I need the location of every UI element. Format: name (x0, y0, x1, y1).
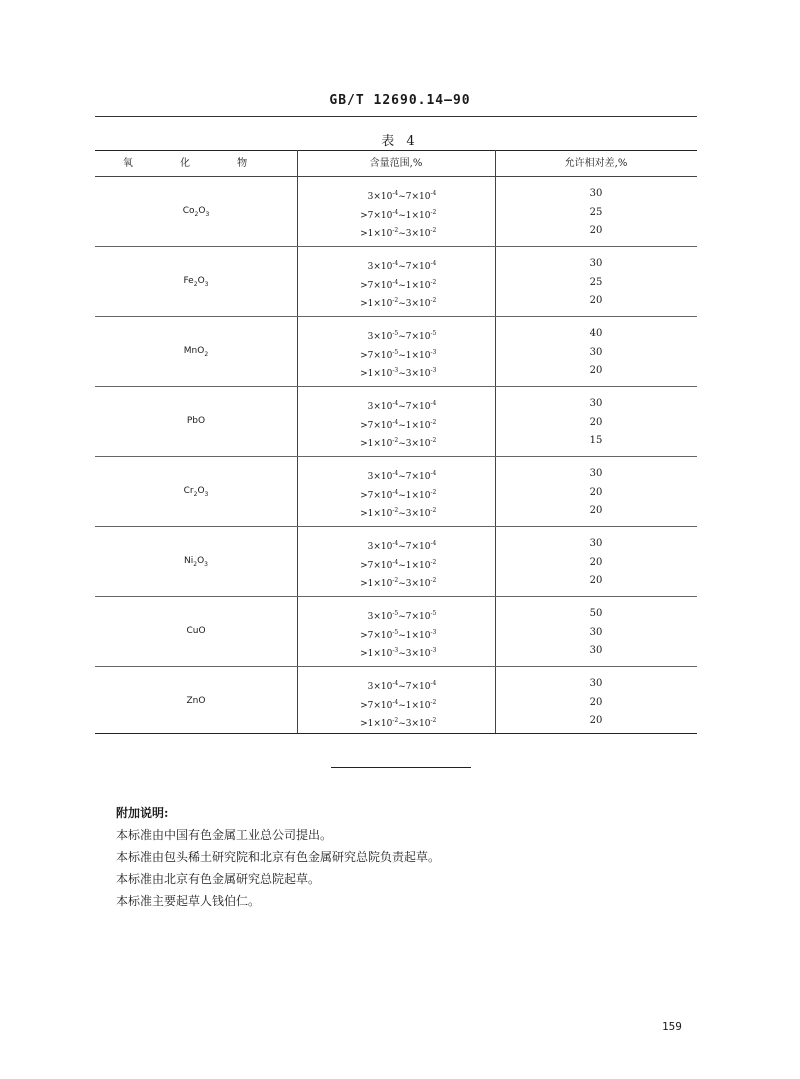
oxide-name: MnO$_2$ (183, 346, 209, 358)
range-cell (297, 414, 495, 431)
range-eb: -4 (430, 470, 437, 477)
tolerance-cell: 20 (589, 557, 603, 568)
range-ea: -4 (392, 209, 399, 216)
range-a: 1 (367, 579, 374, 589)
oxide-group (95, 387, 697, 457)
range-cell (297, 274, 495, 291)
range-separator: ~ (398, 369, 406, 379)
range-cell (297, 642, 495, 659)
times-ten: ×10 (411, 701, 431, 711)
range-separator: ~ (398, 719, 406, 729)
tolerance-cell: 30 (589, 468, 603, 479)
times-ten: ×10 (373, 229, 393, 239)
additional-notes (116, 802, 440, 912)
range-eb: -2 (430, 437, 437, 444)
range-b: 1 (405, 421, 412, 431)
times-ten: ×10 (411, 402, 431, 412)
times-ten: ×10 (373, 509, 393, 519)
column-header-tolerance: 允许相对差,% (564, 158, 628, 169)
range-b: 3 (405, 439, 412, 449)
times-ten: ×10 (373, 299, 393, 309)
range-eb: -2 (430, 699, 437, 706)
tolerance-cell: 20 (589, 715, 603, 726)
times-ten: ×10 (411, 612, 431, 622)
range-a: 3 (367, 192, 374, 202)
range-cell (297, 432, 495, 449)
column-header-range: 含量范围,% (369, 158, 423, 169)
range-eb: -2 (430, 279, 437, 286)
range-ea: -2 (392, 437, 399, 444)
range-eb: -3 (430, 647, 437, 654)
range-cell (297, 465, 495, 482)
times-ten: ×10 (373, 491, 393, 501)
range-eb: -2 (430, 577, 437, 584)
range-ea: -2 (392, 227, 399, 234)
tolerance-cell: 25 (589, 277, 603, 288)
range-a: 3 (367, 682, 374, 692)
range-a: 7 (367, 281, 374, 291)
range-prefix: > (360, 701, 368, 711)
range-b: 1 (405, 701, 412, 711)
oxide-group (95, 457, 697, 527)
range-cell (297, 535, 495, 552)
range-separator: ~ (398, 351, 406, 361)
times-ten: ×10 (373, 561, 393, 571)
range-ea: -2 (392, 717, 399, 724)
range-eb: -4 (430, 540, 437, 547)
times-ten: ×10 (373, 631, 393, 641)
range-a: 1 (367, 369, 374, 379)
range-separator: ~ (398, 612, 406, 622)
range-prefix: > (360, 369, 368, 379)
range-separator: ~ (398, 299, 406, 309)
times-ten: ×10 (373, 701, 393, 711)
oxide-group (95, 527, 697, 597)
range-separator: ~ (398, 561, 406, 571)
times-ten: ×10 (373, 472, 393, 482)
range-a: 1 (367, 299, 374, 309)
range-cell (297, 362, 495, 379)
range-eb: -3 (430, 367, 437, 374)
range-ea: -5 (392, 349, 399, 356)
range-cell (297, 484, 495, 501)
times-ten: ×10 (373, 332, 393, 342)
tolerance-cell: 20 (589, 487, 603, 498)
range-ea: -2 (392, 297, 399, 304)
range-cell (297, 712, 495, 729)
range-a: 1 (367, 229, 374, 239)
range-eb: -2 (430, 297, 437, 304)
times-ten: ×10 (373, 542, 393, 552)
range-a: 7 (367, 421, 374, 431)
range-b: 1 (405, 351, 412, 361)
tolerance-cell: 30 (589, 627, 603, 638)
range-separator: ~ (398, 192, 406, 202)
range-eb: -4 (430, 260, 437, 267)
times-ten: ×10 (411, 472, 431, 482)
times-ten: ×10 (373, 402, 393, 412)
range-ea: -5 (392, 629, 399, 636)
range-eb: -4 (430, 190, 437, 197)
range-a: 7 (367, 211, 374, 221)
range-b: 1 (405, 211, 412, 221)
range-eb: -3 (430, 349, 437, 356)
range-eb: -3 (430, 629, 437, 636)
times-ten: ×10 (411, 579, 431, 589)
range-a: 7 (367, 351, 374, 361)
range-cell (297, 185, 495, 202)
range-cell (297, 605, 495, 622)
tolerance-cell: 30 (589, 188, 603, 199)
range-b: 1 (405, 561, 412, 571)
range-b: 7 (405, 472, 412, 482)
range-eb: -4 (430, 400, 437, 407)
range-b: 1 (405, 281, 412, 291)
oxide-name: $Co_2O_3$ (182, 206, 210, 218)
tolerance-cell: 20 (589, 365, 603, 376)
times-ten: ×10 (411, 211, 431, 221)
range-ea: -4 (392, 699, 399, 706)
tolerance-cell: 20 (589, 697, 603, 708)
range-b: 1 (405, 631, 412, 641)
range-cell (297, 325, 495, 342)
page-number: 159 (662, 1020, 682, 1033)
range-a: 7 (367, 561, 374, 571)
range-cell (297, 554, 495, 571)
range-ea: -2 (392, 507, 399, 514)
tolerance-cell: 30 (589, 398, 603, 409)
range-prefix: > (360, 561, 368, 571)
notes-line: 本标准主要起草人钱伯仁。 (116, 894, 261, 908)
range-separator: ~ (398, 491, 406, 501)
range-separator: ~ (398, 281, 406, 291)
tolerance-cell: 30 (589, 678, 603, 689)
times-ten: ×10 (373, 211, 393, 221)
range-prefix: > (360, 719, 368, 729)
range-b: 1 (405, 491, 412, 501)
times-ten: ×10 (411, 561, 431, 571)
range-cell (297, 675, 495, 692)
table-title: 表 4 (381, 134, 419, 149)
tolerance-cell: 20 (589, 295, 603, 306)
range-cell (297, 255, 495, 272)
range-a: 3 (367, 472, 374, 482)
range-a: 1 (367, 719, 374, 729)
end-rule (331, 767, 471, 768)
range-separator: ~ (398, 631, 406, 641)
oxide-name: PbO (186, 416, 206, 426)
range-b: 7 (405, 682, 412, 692)
range-separator: ~ (398, 421, 406, 431)
range-cell (297, 694, 495, 711)
notes-line: 本标准由中国有色金属工业总公司提出。 (116, 828, 333, 842)
range-ea: -4 (392, 540, 399, 547)
oxide-name: CuO (186, 626, 206, 636)
range-a: 3 (367, 332, 374, 342)
range-a: 1 (367, 439, 374, 449)
times-ten: ×10 (411, 281, 431, 291)
times-ten: ×10 (411, 542, 431, 552)
tolerance-cell: 20 (589, 225, 603, 236)
range-a: 3 (367, 402, 374, 412)
times-ten: ×10 (411, 262, 431, 272)
range-eb: -2 (430, 419, 437, 426)
range-ea: -4 (392, 680, 399, 687)
range-separator: ~ (398, 542, 406, 552)
range-b: 3 (405, 719, 412, 729)
times-ten: ×10 (411, 439, 431, 449)
range-ea: -4 (392, 489, 399, 496)
tolerance-cell: 30 (589, 347, 603, 358)
range-eb: -2 (430, 209, 437, 216)
oxide-group (95, 597, 697, 667)
oxide-group (95, 667, 697, 737)
notes-line: 本标准由包头稀土研究院和北京有色金属研究总院负责起草。 (116, 850, 441, 864)
tolerance-cell: 50 (589, 608, 603, 619)
range-separator: ~ (398, 579, 406, 589)
range-a: 7 (367, 491, 374, 501)
range-ea: -4 (392, 400, 399, 407)
times-ten: ×10 (411, 299, 431, 309)
range-separator: ~ (398, 701, 406, 711)
range-ea: -4 (392, 279, 399, 286)
tolerance-cell: 25 (589, 207, 603, 218)
range-separator: ~ (398, 649, 406, 659)
range-separator: ~ (398, 472, 406, 482)
oxide-name: $Fe_2O_3$ (183, 276, 209, 288)
range-cell (297, 344, 495, 361)
oxide-name: $Ni_2O_3$ (184, 556, 208, 568)
range-ea: -4 (392, 470, 399, 477)
range-b: 3 (405, 649, 412, 659)
range-separator: ~ (398, 682, 406, 692)
times-ten: ×10 (411, 351, 431, 361)
range-a: 1 (367, 649, 374, 659)
times-ten: ×10 (373, 351, 393, 361)
range-b: 7 (405, 192, 412, 202)
range-a: 1 (367, 509, 374, 519)
range-cell (297, 395, 495, 412)
notes-line: 本标准由北京有色金属研究总院起草。 (116, 872, 321, 886)
tolerance-cell: 30 (589, 645, 603, 656)
range-cell (297, 502, 495, 519)
times-ten: ×10 (411, 631, 431, 641)
range-eb: -2 (430, 559, 437, 566)
range-b: 7 (405, 262, 412, 272)
column-header-oxide: 氧 化 物 (122, 158, 270, 169)
range-b: 3 (405, 299, 412, 309)
range-b: 7 (405, 612, 412, 622)
times-ten: ×10 (373, 281, 393, 291)
range-separator: ~ (398, 262, 406, 272)
range-ea: -2 (392, 577, 399, 584)
tolerance-cell: 40 (589, 328, 603, 339)
range-ea: -4 (392, 190, 399, 197)
oxide-name: $Cr_2O_3$ (183, 486, 209, 498)
range-separator: ~ (398, 332, 406, 342)
range-a: 3 (367, 262, 374, 272)
range-prefix: > (360, 351, 368, 361)
range-cell (297, 222, 495, 239)
times-ten: ×10 (411, 682, 431, 692)
range-ea: -4 (392, 260, 399, 267)
range-a: 3 (367, 612, 374, 622)
range-ea: -3 (392, 367, 399, 374)
range-b: 7 (405, 542, 412, 552)
range-b: 7 (405, 332, 412, 342)
range-prefix: > (360, 281, 368, 291)
range-b: 3 (405, 579, 412, 589)
range-eb: -2 (430, 489, 437, 496)
range-ea: -4 (392, 419, 399, 426)
times-ten: ×10 (373, 439, 393, 449)
range-ea: -5 (392, 610, 399, 617)
times-ten: ×10 (411, 421, 431, 431)
range-a: 3 (367, 542, 374, 552)
times-ten: ×10 (373, 649, 393, 659)
times-ten: ×10 (411, 719, 431, 729)
times-ten: ×10 (411, 192, 431, 202)
times-ten: ×10 (411, 229, 431, 239)
range-prefix: > (360, 579, 368, 589)
range-prefix: > (360, 299, 368, 309)
tolerance-cell: 30 (589, 538, 603, 549)
range-prefix: > (360, 649, 368, 659)
range-prefix: > (360, 421, 368, 431)
times-ten: ×10 (373, 682, 393, 692)
times-ten: ×10 (373, 262, 393, 272)
tolerance-cell: 20 (589, 575, 603, 586)
range-prefix: > (360, 491, 368, 501)
range-cell (297, 572, 495, 589)
range-cell (297, 204, 495, 221)
range-separator: ~ (398, 402, 406, 412)
range-eb: -2 (430, 717, 437, 724)
range-prefix: > (360, 631, 368, 641)
notes-title: 附加说明: (116, 806, 169, 820)
table-top-rule (95, 150, 697, 151)
times-ten: ×10 (373, 719, 393, 729)
range-eb: -5 (430, 610, 437, 617)
header-rule (95, 116, 697, 117)
range-eb: -4 (430, 680, 437, 687)
times-ten: ×10 (373, 612, 393, 622)
times-ten: ×10 (373, 369, 393, 379)
oxide-group (95, 247, 697, 317)
range-separator: ~ (398, 439, 406, 449)
range-b: 7 (405, 402, 412, 412)
range-separator: ~ (398, 211, 406, 221)
times-ten: ×10 (411, 369, 431, 379)
times-ten: ×10 (411, 509, 431, 519)
range-prefix: > (360, 211, 368, 221)
range-ea: -5 (392, 330, 399, 337)
range-cell (297, 624, 495, 641)
oxide-name: ZnO (186, 696, 206, 706)
oxide-group (95, 317, 697, 387)
tolerance-cell: 20 (589, 417, 603, 428)
range-b: 3 (405, 229, 412, 239)
tolerance-cell: 15 (589, 435, 603, 446)
range-ea: -4 (392, 559, 399, 566)
tolerance-cell: 30 (589, 258, 603, 269)
range-prefix: > (360, 229, 368, 239)
range-a: 7 (367, 631, 374, 641)
times-ten: ×10 (373, 579, 393, 589)
times-ten: ×10 (411, 649, 431, 659)
standard-code: GB/T 12690.14—90 (329, 93, 471, 108)
oxide-group (95, 177, 697, 247)
range-separator: ~ (398, 509, 406, 519)
range-prefix: > (360, 509, 368, 519)
range-a: 7 (367, 701, 374, 711)
times-ten: ×10 (373, 192, 393, 202)
range-separator: ~ (398, 229, 406, 239)
range-b: 3 (405, 509, 412, 519)
times-ten: ×10 (411, 332, 431, 342)
tolerance-cell: 20 (589, 505, 603, 516)
range-eb: -2 (430, 227, 437, 234)
range-prefix: > (360, 439, 368, 449)
range-cell (297, 292, 495, 309)
times-ten: ×10 (373, 421, 393, 431)
range-b: 3 (405, 369, 412, 379)
range-eb: -5 (430, 330, 437, 337)
times-ten: ×10 (411, 491, 431, 501)
range-ea: -3 (392, 647, 399, 654)
range-eb: -2 (430, 507, 437, 514)
